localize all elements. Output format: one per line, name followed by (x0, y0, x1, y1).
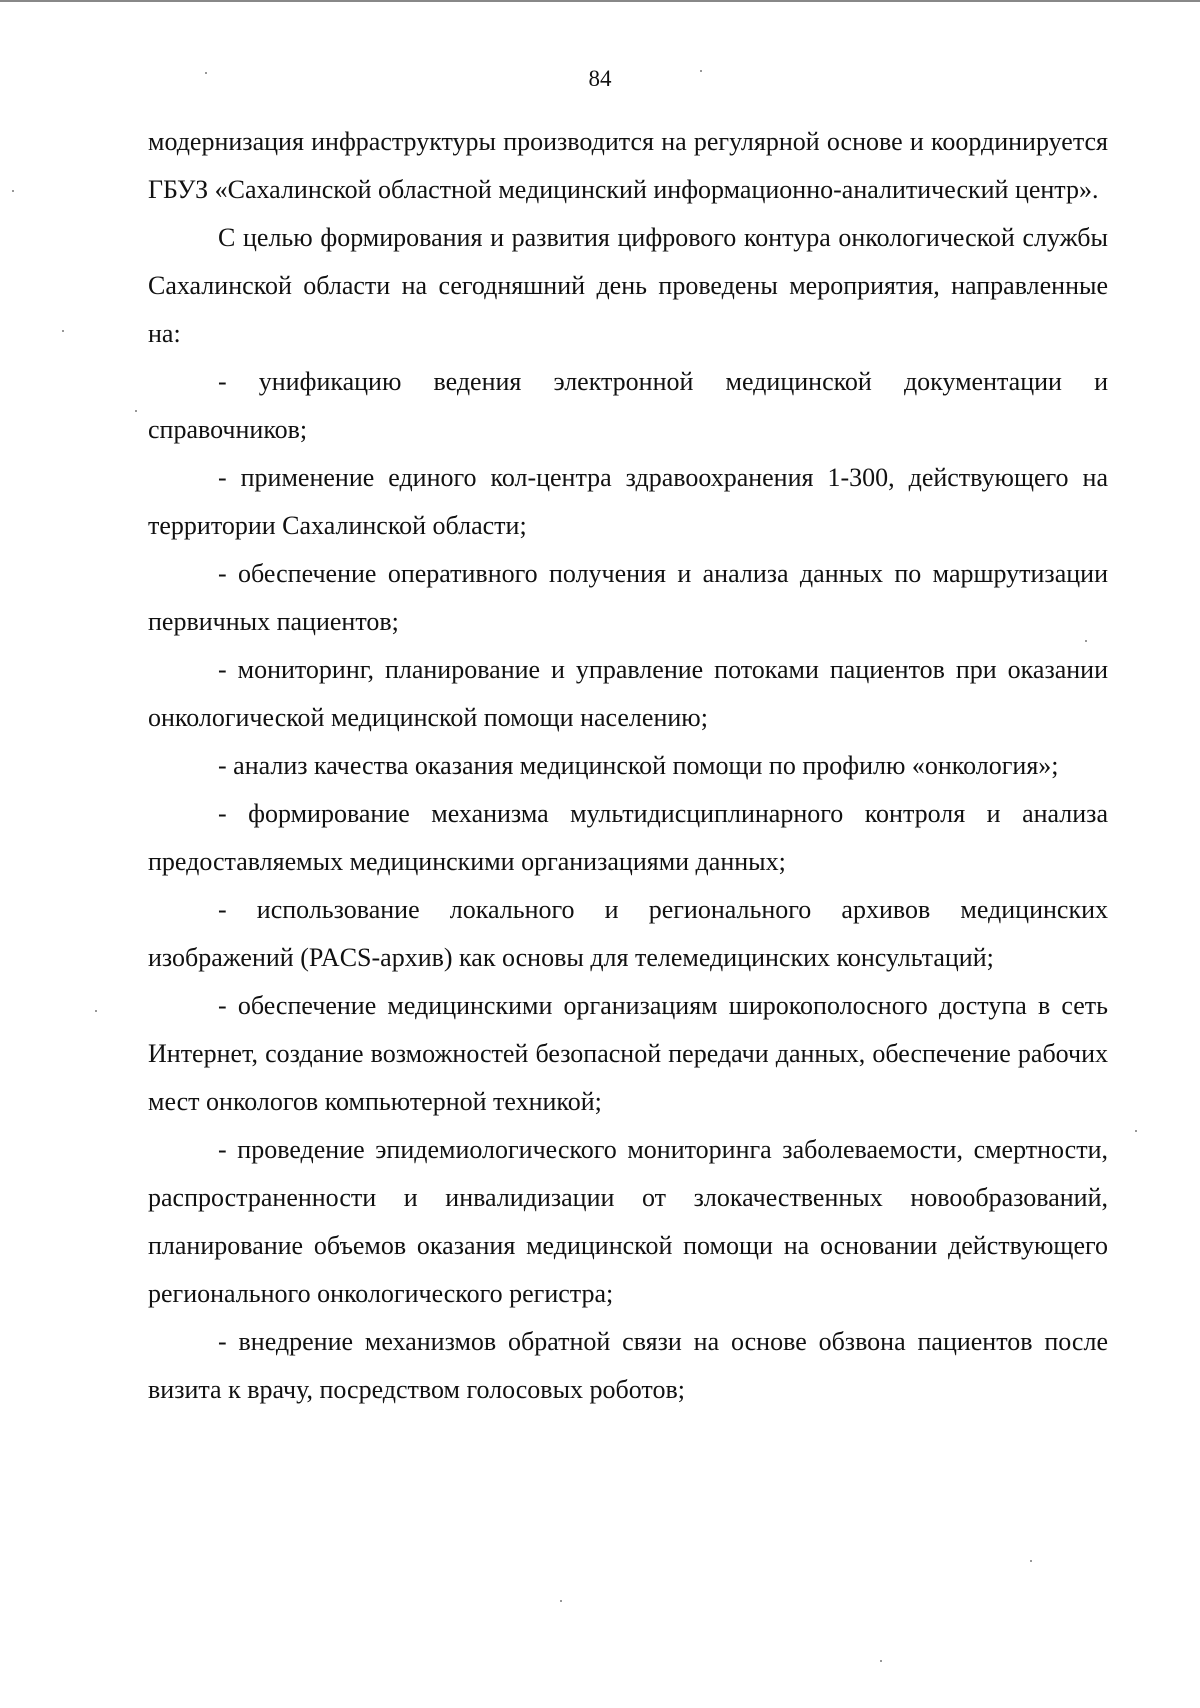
scan-speck (1135, 1130, 1137, 1132)
scan-speck (205, 72, 207, 74)
list-item: - использование локального и регионального архивов медицинских изображений (PACS-архив) как основы для телемедицинских консультаций; (148, 895, 1108, 972)
scan-top-edge (0, 0, 1200, 8)
scan-speck (700, 70, 702, 72)
list-item: - анализ качества оказания медицинской помощи по профилю «онкология»; (218, 751, 1059, 780)
scan-speck (1030, 1560, 1032, 1562)
scan-speck (880, 1660, 882, 1662)
scan-speck (1085, 640, 1087, 642)
list-item: - обеспечение оперативного получения и анализа данных по маршрутизации первичных пациентов; (148, 559, 1108, 636)
paragraph-intro: С целью формирования и развития цифрового контура онкологической службы Сахалинской области на сегодняшний день проведены мероприятия, направленные на: (148, 223, 1108, 348)
scan-speck (95, 1010, 97, 1012)
list-item: - внедрение механизмов обратной связи на основе обзвона пациентов после визита к врачу, посредством голосовых роботов; (148, 1327, 1108, 1404)
document-body (148, 118, 1108, 1414)
list-item: - обеспечение медицинскими организациям широкополосного доступа в сеть Интернет, создание возможностей безопасной передачи данных, обеспечение рабочих мест онкологов компьютерной техникой; (148, 991, 1108, 1116)
list-item: - мониторинг, планирование и управление потоками пациентов при оказании онкологической медицинской помощи населению; (148, 655, 1108, 732)
list-item: - проведение эпидемиологического мониторинга заболеваемости, смертности, распространенности и инвалидизации от злокачественных новообразований, планирование объемов оказания медицинской помощи на основании действующего регионального онкологического регистра; (148, 1135, 1108, 1308)
paragraph-continuation: модернизация инфраструктуры производится на регулярной основе и координируется ГБУЗ «Сахалинской областной медицинский информационно-аналитический центр». (148, 127, 1108, 204)
scan-speck (62, 330, 64, 332)
list-item: - применение единого кол-центра здравоохранения 1-300, действующего на территории Сахалинской области; (148, 463, 1108, 540)
list-item: - унификацию ведения электронной медицинской документации и справочников; (148, 367, 1108, 444)
list-item: - формирование механизма мультидисциплинарного контроля и анализа предоставляемых медицинскими организациями данных; (148, 799, 1108, 876)
scan-speck (12, 190, 14, 192)
scan-speck (135, 410, 137, 412)
scan-speck (560, 1600, 562, 1602)
page-number: 84 (588, 66, 612, 91)
